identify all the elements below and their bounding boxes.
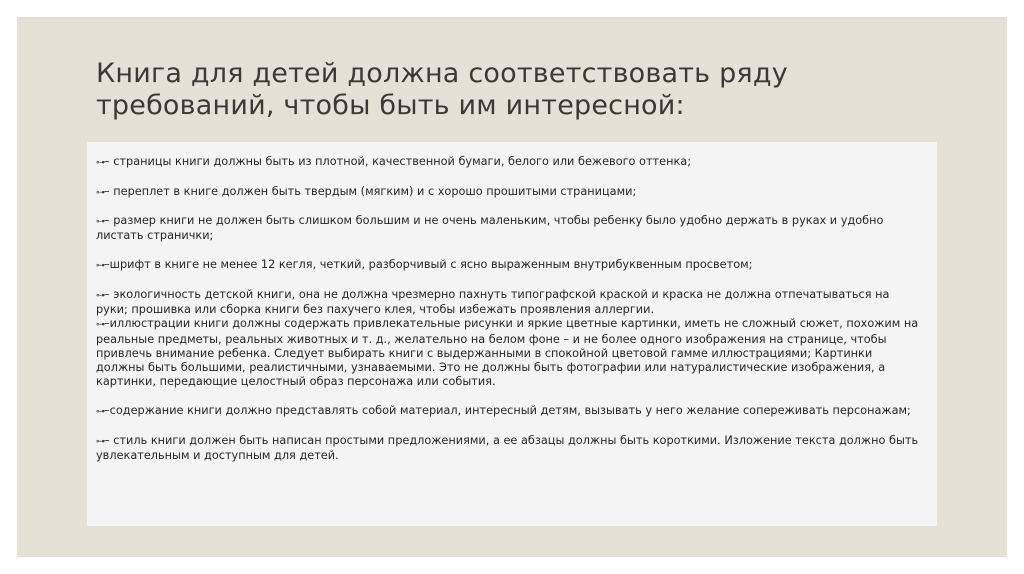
- list-item-text: – переплет в книге должен быть твердым (мягким) и с хорошо прошитыми страницами;: [104, 184, 637, 198]
- list-item: [96, 317, 921, 389]
- content-list: [96, 155, 921, 463]
- list-item: [96, 185, 921, 200]
- list-item-text: – экологичность детской книги, она не должна чрезмерно пахнуть типографской краской и краска не должна отпечатываться на руки; прошивка или сборка книги без пахучего клея, чтобы избежать проявления аллергии.: [96, 287, 890, 316]
- list-item-text: – страницы книги должны быть из плотной, качественной бумаги, белого или бежевого оттенка;: [104, 155, 692, 168]
- list-item-text: – размер книги не должен быть слишком большим и не очень маленьким, чтобы ребенку было удобно держать в руках и удобно листать странички;: [96, 214, 884, 243]
- bullet-icon: ⊶: [96, 187, 104, 198]
- bullet-icon: ⊶: [96, 261, 104, 272]
- bullet-icon: ⊶: [96, 436, 104, 447]
- bullet-icon: ⊶: [96, 217, 104, 228]
- slide: [17, 17, 1007, 557]
- bullet-icon: ⊶: [96, 290, 104, 301]
- paragraph-gap: [96, 170, 921, 184]
- paragraph-gap: [96, 244, 921, 258]
- slide-title: Книга для детей должна соответствовать ряду требований, чтобы быть им интересной:: [96, 58, 788, 121]
- list-item: [96, 404, 921, 419]
- content-box: [87, 142, 937, 526]
- list-item-text: –иллюстрации книги должны содержать привлекательные рисунки и яркие цветные картинки, иметь не сложный сюжет, похожим на реальные предметы, реальных животных и т. д., желательно на белом фоне – и не более одного изображения на странице, чтобы привлечь внимание ребенка. Следует выбирать книги с выдержанными в спокойной цветовой гамме иллюстрациями; Картинки должны быть большими, реалистичными, узнаваемыми. Это не должны быть фотографии или натуралистические изображения, а картинки, передающие целостный образ персонажа или события.: [96, 317, 919, 389]
- bullet-icon: ⊶: [96, 158, 104, 168]
- list-item-text: – стиль книги должен быть написан простыми предложениями, а ее абзацы должны быть короткими. Изложение текста должно быть увлекательным и доступным для детей.: [96, 433, 919, 462]
- bullet-icon: ⊶: [96, 320, 104, 331]
- list-item: [96, 258, 921, 273]
- paragraph-gap: [96, 419, 921, 433]
- paragraph-gap: [96, 273, 921, 287]
- list-item-text: –содержание книги должно представлять собой материал, интересный детям, вызывать у него желание сопереживать персонажам;: [104, 404, 911, 418]
- paragraph-gap: [96, 390, 921, 404]
- bullet-icon: ⊶: [96, 407, 104, 418]
- list-item: [96, 155, 921, 170]
- list-item: [96, 214, 921, 244]
- list-item: [96, 434, 921, 464]
- paragraph-gap: [96, 200, 921, 214]
- list-item-text: –шрифт в книге не менее 12 кегля, четкий, разборчивый с ясно выраженным внутрибуквенным просветом;: [104, 258, 753, 272]
- list-item: [96, 288, 921, 318]
